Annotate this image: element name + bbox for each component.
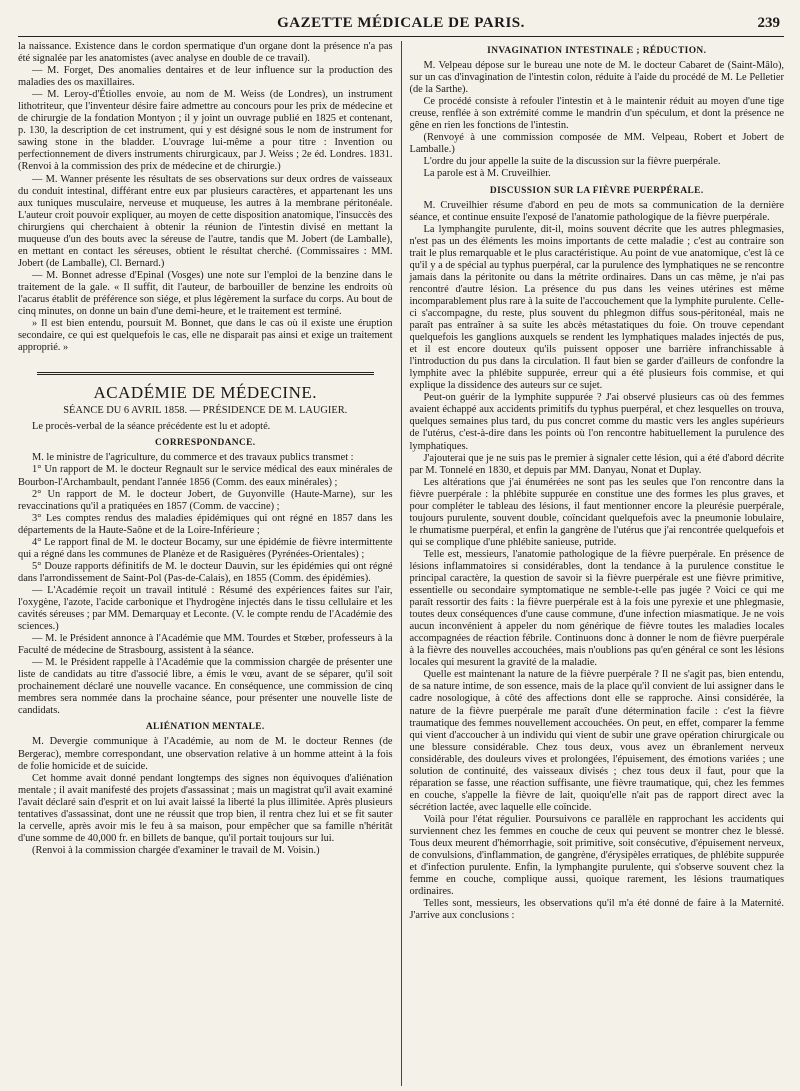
section-heading-discussion: DISCUSSION SUR LA FIÈVRE PUERPÉRALE. <box>489 185 704 196</box>
paragraph: — M. Leroy-d'Étiolles envoie, au nom de M. Weiss (de Londres), un instrument lithotriteur, que l'inventeur désire faire admettre au concours pour les prix de médecine et de chirurgie de la fondation Montyon ; il y joint un ouvrage publié en 1825 et contenant, p. 130, la description de cet instrument, qui y est désigné sous le nom de instrument for sawing stone in the bladder. L'ouvrage lui-même a pour titre : Invention ou perfectionnement de divers instruments chirurgicaux, par J. Weiss ; 2e éd. Londres. 1831. (Renvoi à la commission des prix de médecine et de chirurgie.) <box>18 89 393 173</box>
paragraph: M. Cruveilhier résume d'abord en peu de mots sa communication de la dernière séance, et continue ensuite l'exposé de l'anatomie pathologique de la fièvre puerpérale. <box>409 199 784 223</box>
paragraph: Quelle est maintenant la nature de la fièvre puerpérale ? Il ne s'agit pas, bien entendu, de sa nature intime, de son essence, mais de la place qu'il convient de lui assigner dans le cadre nosologique, à côté des affections dont elle se rapproche. Ainsi considérée, la nature de la fièvre puerpérale me paraît d'une détermination facile : c'est la fièvre traumatique des femmes nouvellement accouchées. On peut, en effet, comparer la femme qui vient d'accoucher à un individu qui vient de subir une grave opération chirurgicale ou une blessure considérable. Chez tous deux, vous avez un ébranlement nerveux considérable, des douleurs vives et prolongées, l'épuisement, des émotions variées ; une solution de continuité, des vaisseaux divisés ; chez tous deux il faut, pour que la réparation se fasse, une réaction suffisante, une fièvre traumatique, qui, chez les femmes en couche, s'appelle la fièvre de lait, quoiqu'elle n'ait pas de rapport direct avec la sécrétion lactée, avec laquelle elle coïncide. <box>409 669 784 813</box>
paragraph: » Il est bien entendu, poursuit M. Bonnet, que dans le cas où il existe une éruption secondaire, ce qui est quelquefois le cas, elle ne disparait pas ainsi et exige un traitement approprié. » <box>18 318 393 354</box>
section-heading-alienation: ALIÉNATION MENTALE. <box>145 722 265 733</box>
paragraph: Cet homme avait donné pendant longtemps des signes non équivoques d'aliénation mentale ; il avait manifesté des projets d'assassinat ; mais un magistrat qu'il avait examiné l'avait déclaré sain d'esprit et on lui avait laissé la liberté la plus illimitée. Après plusieurs tentatives d'assassinat, dont une ne réussit que trop bien, il rentra chez lui et se fit sauter la cervelle, après avoir mis le feu à sa maison, pour empêcher que sa famille n'héritât d'une somme de 40,000 fr. en billets de banque, qu'il portait toujours sur lui. <box>18 772 393 844</box>
seance-heading: SÉANCE DU 6 AVRIL 1858. — PRÉSIDENCE DE M. LAUGIER. <box>63 405 348 417</box>
paragraph: (Renvoi à la commission chargée d'examiner le travail de M. Voisin.) <box>32 844 320 856</box>
paragraph: Voilà pour l'état régulier. Poursuivons ce parallèle en rapprochant les accidents qui surviennent chez les femmes en couche de ceux qui peuvent se montrer chez le blessé. Tous deux meurent d'hémorrhagie, soit primitive, soit consécutive, d'épuisement nerveux, de convulsions, d'inflammation, de gangrène, d'érysipèles erratiques, de phlébite suppurée et d'infection purulente. Enfin, la lymphangite purulente, qui s'observe souvent chez la femme en couche, complique aussi, quoique rarement, les lésions traumatiques ordinaires. <box>409 813 784 898</box>
academy-title: ACADÉMIE DE MÉDECINE. <box>93 383 317 403</box>
paragraph: — L'Académie reçoit un travail intitulé : Résumé des expériences faites sur l'air, l'oxygène, l'azote, l'acide carbonique et l'hydrogène injectés dans le tissu cellulaire et les cavités séreuses ; par MM. Demarquay et Leconte. (V. le compte rendu de l'Académie des sciences.) <box>18 584 393 633</box>
left-column <box>18 41 401 1086</box>
paragraph: (Renvoyé à une commission composée de MM. Velpeau, Robert et Jobert de Lamballe.) <box>409 132 784 156</box>
section-divider <box>37 372 374 377</box>
paragraph: La parole est à M. Cruveilhier. <box>423 168 551 180</box>
paragraph: J'ajouterai que je ne suis pas le premier à signaler cette lésion, qui a été d'abord décrite par M. Tonnelé en 1830, et depuis par MM. Danyau, Nonat et Duplay. <box>409 452 784 476</box>
list-item: 5° Douze rapports définitifs de M. le docteur Dauvin, sur les épidémies qui ont régné dans l'arrondissement de Saint-Pol (Pas-de-Calais), en 1855 (Comm. des épidémies). <box>18 560 393 584</box>
page-number: 239 <box>757 15 780 31</box>
paragraph: Telles sont, messieurs, les observations qu'il m'a été donné de faire à la Maternité. J'arrive aux conclusions : <box>409 898 784 922</box>
paragraph: Le procès-verbal de la séance précédente est lu et adopté. <box>32 421 271 433</box>
paragraph: Telle est, messieurs, l'anatomie pathologique de la fièvre puerpérale. En présence de lésions inflammatoires si considérables, dont la tendance à la purulence constitue le principal caractère, la question de savoir si la fièvre puerpérale est une fièvre primitive, essentielle ou secondaire symptomatique ne semble-t-elle pas jugée ? Voici ce qui me paraît ressortir des faits : la fièvre puerpérale est à la fois une pyrexie et une phlegmasie, toutes deux conséquences d'une cause commune, d'une infection miasmatique. Je ne vois aucun inconvénient à appeler du nom générique de fièvre toutes les maladies locales accompagnées de réaction fébrile. Continuons donc à donner le nom de fièvre puerpérale à la fièvre des nouvelles accouchées, mais n'oublions pas qu'en général ce sont les lésions locales qui mesurent la gravité de la maladie. <box>409 548 784 669</box>
paragraph: M. le ministre de l'agriculture, du commerce et des travaux publics transmet : <box>32 452 354 464</box>
paragraph: — M. Bonnet adresse d'Epinal (Vosges) une note sur l'emploi de la benzine dans le traitement de la gale. « Il suffit, dit l'auteur, de barbouiller de benzine les endroits où l'acarus établit de préférence son siége, et plus légèrement la surface du corps. Au bout de cinq minutes, on donne un bain d'une demi-heure, et le traitement est terminé. <box>18 269 393 318</box>
paragraph: L'ordre du jour appelle la suite de la discussion sur la fièvre puerpérale. <box>423 156 721 168</box>
paragraph: — M. Wanner présente les résultats de ses observations sur deux ordres de vaisseaux du conduit intestinal, différant entre eux par plusieurs caractères, et appartenant les uns aux tuniques musculaire, nerveuse et muqueuse, les autres à la membrane péritonéale. L'auteur croit pouvoir expliquer, au moyen de cette disposition anatomique, l'insuccès des chirurgiens qui cherchaient à obtenir la réunion de l'intestin divisé en mettant la muqueuse d'un des bouts avec la séreuse de l'autre, tandis que M. Jobert (de Lamballe), en mettant en contact les séreuses, obtient le résultat cherché. (Commissaires : MM. Jobert (de Lamballe), Cl. Bernard.) <box>18 173 393 269</box>
list-item: 2° Un rapport de M. le docteur Jobert, de Guyonville (Haute-Marne), sur les revaccinations qu'il a pratiquées en 1857 (Comm. de vaccine) ; <box>18 488 393 512</box>
section-heading-invagination: INVAGINATION INTESTINALE ; RÉDUCTION. <box>487 46 707 56</box>
paragraph: — M. le Président rappelle à l'Académie que la commission chargée de présenter une liste de candidats au titre d'associé libre, a émis le vœu, avant de se séparer, qu'il soit prochainement déclaré une nouvelle vacance. En conséquence, une commission de cinq membres sera nommée dans la prochaine séance, pour présenter une nouvelle liste de candidats. <box>18 657 393 717</box>
list-item: 1° Un rapport de M. le docteur Regnault sur le service médical des eaux minérales de Bourbon-l'Archambault, pendant l'année 1856 (Comm. des eaux minérales) ; <box>18 464 393 488</box>
paragraph: Les altérations que j'ai énumérées ne sont pas les seules que l'on rencontre dans la fièvre puerpérale : la phlébite suppurée en constitue une des formes les plus graves, et pour compléter le tableau des lésions, il faut mentionner encore la pleurésie puerpérale, toujours purulente, souvent double, coïncidant quelquefois avec la pneumonie lobulaire, le rhumatisme puerpéral, et enfin la gangrène de l'utérus que j'ai rencontrée quelquefois et qui se complique d'une phlébite sanieuse, putride. <box>409 476 784 548</box>
paragraph: — M. Forget, Des anomalies dentaires et de leur influence sur la production des maladies des os maxillaires. <box>18 65 393 89</box>
list-item: 4° Le rapport final de M. le docteur Bocamy, sur une épidémie de fièvre intermittente qui a régné dans les communes de Planèze et de Rasiguères (Pyrénées-Orientales) ; <box>18 536 393 560</box>
section-heading-correspondance: CORRESPONDANCE. <box>154 438 256 449</box>
paragraph: M. Devergie communique à l'Académie, au nom de M. le docteur Rennes (de Bergerac), membre correspondant, une observation relative à un homme atteint à la fois de folie homicide et de suicide. <box>18 736 393 772</box>
paragraph: Ce procédé consiste à refouler l'intestin et à le maintenir réduit au moyen d'une tige creuse, renflée à son extrémité comme le mandrin d'un spéculum, et dont la présence ne gêne en rien les fonctions de l'intestin. <box>409 96 784 132</box>
paragraph: — M. le Président annonce à l'Académie que MM. Tourdes et Stœber, professeurs à la Faculté de médecine de Strasbourg, assistent à la séance. <box>18 633 393 657</box>
paragraph: La lymphangite purulente, dit-il, moins souvent décrite que les autres phlegmasies, n'est pas un des éléments les moins importants de cette maladie ; c'est au contraire son trait le plus remarquable et le plus caractéristique. Au point de vue anatomique, c'est là ce qu'il y a de spécial au typhus puerpéral, car la purulence des lymphatiques ne se rencontre jamais dans la péritonite ou dans la métrite ordinaires. Dans un cas même, je n'ai pas rencontré d'autre lésion. La présence du pus dans les veines utérines est même incomparablement plus rare à la suite de l'accouchement que la lymphite purulente. Celle-ci s'accompagne, du reste, plus souvent du phlegmon diffus sous-péritonéal, mais ne paraît pas entraîner à sa suite les abcès métastatiques du foie. On trouve cependant quelquefois les ganglions auxquels se rendent les lymphatiques malades injectés de pus, et il est encore douteux qu'ils puissent opposer une barrière infranchissable à l'introduction du pus dans la circulation. Il faut bien se garder d'ailleurs de confondre la lymphite avec la phlébite suppurée, erreur qui a été plusieurs fois commise, et qui explique la dissidence des auteurs sur ce sujet. <box>409 223 784 392</box>
right-column <box>402 41 785 1086</box>
paragraph: M. Velpeau dépose sur le bureau une note de M. le docteur Cabaret de (Saint-Mâlo), sur un cas d'invagination de l'intestin colon, réduite à l'aide du procédé de M. Le Pelletier (de la Sarthe). <box>409 60 784 96</box>
text-columns <box>18 41 784 1086</box>
page-header <box>18 10 784 37</box>
list-item: 3° Les comptes rendus des maladies épidémiques qui ont régné en 1857 dans les départements de la Haute-Saône et de la Loire-Inférieure ; <box>18 512 393 536</box>
running-title: GAZETTE MÉDICALE DE PARIS. <box>277 15 525 31</box>
paragraph: Peut-on guérir de la lymphite suppurée ? J'ai observé plusieurs cas où des femmes avaient échappé aux accidents primitifs du typhus puerpéral, et chez lesquelles on trouva, quelques semaines plus tard, du pus concret comme du mastic vers les angles supérieurs de l'utérus, c'est-à-dire dans les points où l'on rencontre habituellement la purulence des lymphatiques. <box>409 392 784 452</box>
paragraph: la naissance. Existence dans le cordon spermatique d'un organe dont la présence n'a pas été signalée par les anatomistes (avec analyse en double de ce travail). <box>18 41 393 65</box>
